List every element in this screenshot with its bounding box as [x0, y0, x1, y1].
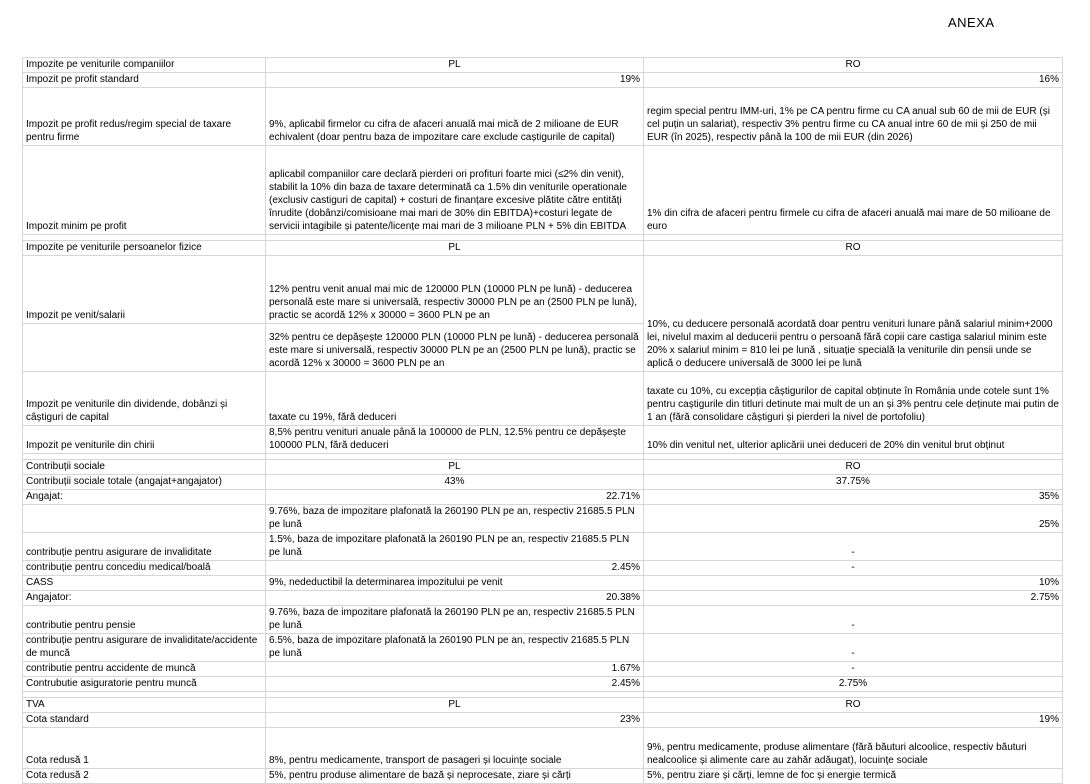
row-label: Cota standard	[23, 713, 266, 728]
pl-cell-bracket2: 32% pentru ce depășește 120000 PLN (10000 PLN pe lună) - deducerea personală este mare si universală, respectiv 30000 PLN pe an (2500 PLN pe lună), practic se acordă 12% x 30000 = 3600 PLN pe an	[266, 324, 644, 372]
pl-cell: 9.76%, baza de impozitare plafonată la 260190 PLN pe an, respectiv 21685.5 PLN pe lună	[266, 505, 644, 533]
column-header-ro: RO	[644, 460, 1063, 475]
ro-cell: 19%	[644, 713, 1063, 728]
row-label: Angajator:	[23, 591, 266, 606]
pl-cell: 5%, pentru produse alimentare de bază și neprocesate, ziare și cărți	[266, 769, 644, 784]
ro-cell: 37.75%	[644, 475, 1063, 490]
ro-cell: 2.75%	[644, 591, 1063, 606]
table-row-cota-redusa-1	[23, 728, 1063, 769]
column-header-pl: PL	[266, 241, 644, 256]
pl-cell: aplicabil companiilor care declară pierderi ori profituri foarte mici (≤2% din venit), stabilit la 10% din baza de taxare determinată ca 1.5% din veniturile operationale (exclusiv castiguri de capital) + costuri de finanțare excesive plătite către entități înrudite (dobânzi/comisioane mai mari de 30% din EBITDA)+costuri legate de servicii intagibile și patente/licențe mai mari de 3 milioane PLN + 5% din EBITDA	[266, 146, 644, 235]
column-header-pl: PL	[266, 58, 644, 73]
ro-cell: 10%	[644, 576, 1063, 591]
pl-cell: 8,5% pentru venituri anuale până la 100000 de PLN, 12.5% pentru ce depășește 100000 PLN, fără deduceri	[266, 426, 644, 454]
pl-cell-bracket1: 12% pentru venit anual mai mic de 120000 PLN (10000 PLN pe lună) - deducerea personală este mare si universală, respectiv 30000 PLN pe an (2500 PLN pe lună), practic se acordă 12% x 30000 = 3600 PLN pe an	[266, 256, 644, 324]
pl-cell: 1.67%	[266, 662, 644, 677]
table-row-invaliditate-accidente	[23, 634, 1063, 662]
table-row-angajat	[23, 490, 1063, 505]
table-row-asiguratorie	[23, 677, 1063, 692]
row-label: Contribuții sociale totale (angajat+angajator)	[23, 475, 266, 490]
ro-cell: 9%, pentru medicamente, produse alimentare (fără băuturi alcoolice, respectiv băuturi nealcoolice și alimente care au zahăr adăugat), locuințe sociale	[644, 728, 1063, 769]
table-row-chirii	[23, 426, 1063, 454]
table-row-cota-standard	[23, 713, 1063, 728]
section-header-row-personal	[23, 241, 1063, 256]
table-row-angajator	[23, 591, 1063, 606]
ro-cell: 10%, cu deducere personală acordată doar pentru venituri lunare până salariul minim+2000 lei, nivelul maxim al deducerii pentru o persoană fără copii care castiga salariul minim este 20% x salariul minim = 810 lei pe lună , situație specială la veniturile din pensii unde se aplică o deducere universală de 3000 lei pe lună	[644, 256, 1063, 372]
column-header-ro: RO	[644, 241, 1063, 256]
table-row-pensie-angajator	[23, 606, 1063, 634]
section-title-social: Contribuții sociale	[23, 460, 266, 475]
ro-cell: 16%	[644, 73, 1063, 88]
row-label: contribuție pentru asigurare de invaliditate/accidente de muncă	[23, 634, 266, 662]
pl-cell: 6.5%, baza de impozitare plafonată la 260190 PLN pe an, respectiv 21685.5 PLN pe lună	[266, 634, 644, 662]
row-label-empty	[23, 324, 266, 372]
row-label: Angajat:	[23, 490, 266, 505]
row-label: Cota redusă 2	[23, 769, 266, 784]
section-header-row-social	[23, 460, 1063, 475]
row-label: contributie pentru pensie	[23, 606, 266, 634]
ro-cell: taxate cu 10%, cu excepția câștigurilor de capital obținute în România unde cotele sunt 1% pentru caștigurile din titluri detinute mai mult de un an și 3% pentru cele deținute mai putin de 1 an (fără consolidare câștiguri și pierderi la nivel de portofoliu)	[644, 372, 1063, 426]
pl-cell: 19%	[266, 73, 644, 88]
pl-cell: 22.71%	[266, 490, 644, 505]
row-label: Cota redusă 1	[23, 728, 266, 769]
pl-cell: 2.45%	[266, 677, 644, 692]
table-row-contributii-totale	[23, 475, 1063, 490]
pl-cell: 9.76%, baza de impozitare plafonată la 260190 PLN pe an, respectiv 21685.5 PLN pe lună	[266, 606, 644, 634]
row-label: Impozit minim pe profit	[23, 146, 266, 235]
tax-comparison-table	[22, 57, 1063, 784]
ro-cell: 5%, pentru ziare și cărți, lemne de foc și energie termică	[644, 769, 1063, 784]
table-row-accidente	[23, 662, 1063, 677]
table-row-cota-redusa-2	[23, 769, 1063, 784]
pl-cell: 9%, nedeductibil la determinarea impozitului pe venit	[266, 576, 644, 591]
table-row-profit-standard	[23, 73, 1063, 88]
ro-cell: 25%	[644, 505, 1063, 533]
pl-cell: 43%	[266, 475, 644, 490]
table-row-impozit-minim	[23, 146, 1063, 235]
row-label: Contrubutie asiguratorie pentru muncă	[23, 677, 266, 692]
row-label: Impozit pe veniturile din chirii	[23, 426, 266, 454]
ro-cell: -	[644, 606, 1063, 634]
ro-cell: 10% din venitul net, ulterior aplicării unei deduceri de 20% din venitul brut obținut	[644, 426, 1063, 454]
row-label: Impozit pe profit redus/regim special de taxare pentru firme	[23, 88, 266, 146]
pl-cell: 2.45%	[266, 561, 644, 576]
row-label: contribuție pentru concediu medical/boală	[23, 561, 266, 576]
column-header-ro: RO	[644, 58, 1063, 73]
pl-cell: 1.5%, baza de impozitare plafonată la 260190 PLN pe an, respectiv 21685.5 PLN pe lună	[266, 533, 644, 561]
ro-cell: -	[644, 533, 1063, 561]
page-title: ANEXA	[948, 15, 995, 30]
pl-cell: 23%	[266, 713, 644, 728]
row-label: CASS	[23, 576, 266, 591]
row-label-empty	[23, 505, 266, 533]
section-title-vat: TVA	[23, 698, 266, 713]
row-label: contribuție pentru asigurare de invaliditate	[23, 533, 266, 561]
row-label: Impozit pe profit standard	[23, 73, 266, 88]
ro-cell: 2.75%	[644, 677, 1063, 692]
ro-cell: -	[644, 634, 1063, 662]
table-row-pensie-angajat	[23, 505, 1063, 533]
table-row-venit-salarii	[23, 256, 1063, 324]
row-label: Impozit pe venit/salarii	[23, 256, 266, 324]
pl-cell: taxate cu 19%, fără deduceri	[266, 372, 644, 426]
ro-cell: -	[644, 662, 1063, 677]
ro-cell: -	[644, 561, 1063, 576]
table-row-concediu-medical	[23, 561, 1063, 576]
section-header-row-vat	[23, 698, 1063, 713]
table-row-cass	[23, 576, 1063, 591]
row-label: Impozit pe veniturile din dividende, dobânzi și câștiguri de capital	[23, 372, 266, 426]
table-row-dividende	[23, 372, 1063, 426]
table-row-invaliditate	[23, 533, 1063, 561]
ro-cell: 35%	[644, 490, 1063, 505]
section-title-personal: Impozite pe veniturile persoanelor fizice	[23, 241, 266, 256]
pl-cell: 9%, aplicabil firmelor cu cifra de afaceri anuală mai mică de 2 milioane de EUR echivalent (doar pentru baza de impozitare care exclude caștigurile de capital)	[266, 88, 644, 146]
table-row-profit-redus	[23, 88, 1063, 146]
column-header-pl: PL	[266, 460, 644, 475]
section-title-company: Impozite pe veniturile companiilor	[23, 58, 266, 73]
ro-cell: regim special pentru IMM-uri, 1% pe CA pentru firme cu CA anual sub 60 de mii de EUR (și cel puțin un salariat), respectiv 3% pentru firme cu CA anual intre 60 de mii și 250 de mii EUR (în 2025), respectiv până la 100 de mii EUR (din 2026)	[644, 88, 1063, 146]
row-label: contributie pentru accidente de muncă	[23, 662, 266, 677]
column-header-ro: RO	[644, 698, 1063, 713]
pl-cell: 20.38%	[266, 591, 644, 606]
ro-cell: 1% din cifra de afaceri pentru firmele cu cifra de afaceri anuală mai mare de 50 milioane de euro	[644, 146, 1063, 235]
column-header-pl: PL	[266, 698, 644, 713]
pl-cell: 8%, pentru medicamente, transport de pasageri și locuințe sociale	[266, 728, 644, 769]
section-header-row-company	[23, 58, 1063, 73]
